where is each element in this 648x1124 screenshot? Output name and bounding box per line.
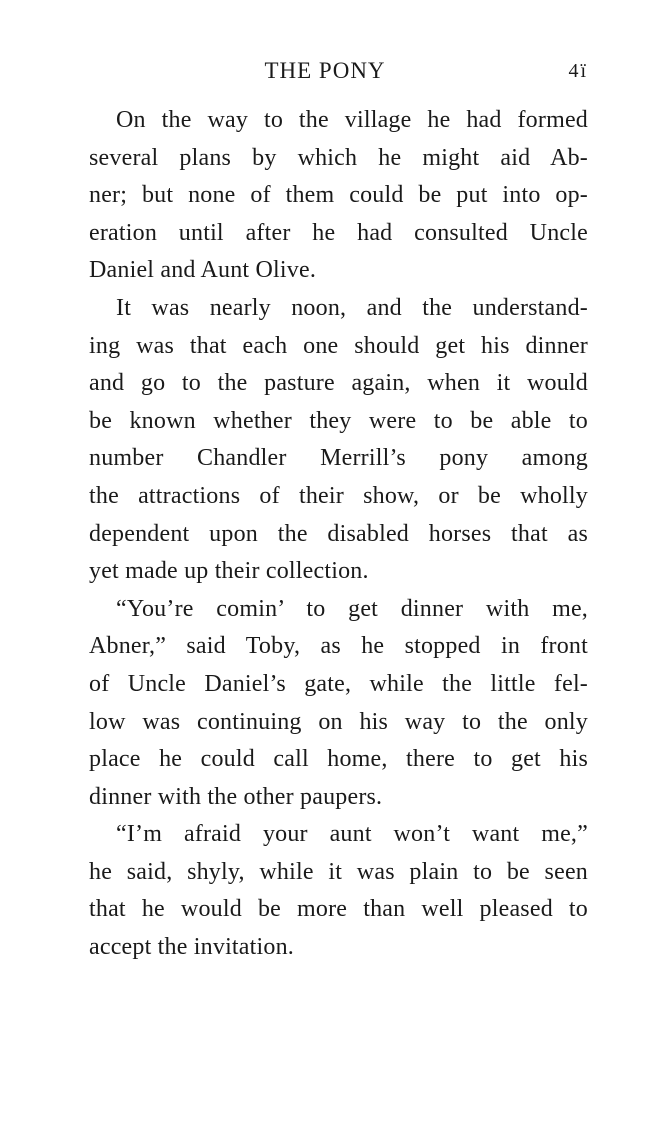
text-line: yet made up their collection. bbox=[89, 558, 369, 585]
text-line: “I’m afraid your aunt won’t want me,” bbox=[116, 821, 588, 848]
paragraph-1 bbox=[62, 102, 588, 290]
text-line: accept the invitation. bbox=[89, 934, 294, 961]
paragraph-4 bbox=[62, 816, 588, 966]
text-line: eration until after he had consulted Uncle bbox=[89, 219, 588, 246]
text-line: dinner with the other paupers. bbox=[89, 783, 383, 810]
paragraph-3 bbox=[62, 591, 588, 817]
text-line: “You’re comin’ to get dinner with me, bbox=[116, 595, 588, 622]
text-line: and go to the pasture again, when it would bbox=[89, 370, 588, 397]
text-line: number Chandler Merrill’s pony among bbox=[89, 445, 588, 472]
text-line: low was continuing on his way to the only bbox=[89, 708, 588, 735]
text-line: dependent upon the disabled horses that as bbox=[89, 520, 588, 547]
text-line: ing was that each one should get his dinner bbox=[89, 332, 588, 359]
text-line: It was nearly noon, and the understand- bbox=[116, 294, 588, 321]
running-head bbox=[62, 56, 588, 86]
text-line: the attractions of their show, or be wholly bbox=[89, 482, 588, 509]
page-number: 4ï bbox=[568, 60, 588, 82]
text-line: Abner,” said Toby, as he stopped in front bbox=[89, 633, 588, 660]
text-line: be known whether they were to be able to bbox=[89, 407, 588, 434]
body-text bbox=[62, 102, 588, 967]
text-line: several plans by which he might aid Ab- bbox=[89, 144, 588, 171]
text-line: ner; but none of them could be put into op- bbox=[89, 182, 588, 209]
text-line: Daniel and Aunt Olive. bbox=[89, 257, 317, 284]
text-line: he said, shyly, while it was plain to be seen bbox=[89, 858, 588, 885]
text-line: that he would be more than well pleased to bbox=[89, 896, 588, 923]
paragraph-2 bbox=[62, 290, 588, 591]
text-line: place he could call home, there to get his bbox=[89, 746, 588, 773]
text-line: of Uncle Daniel’s gate, while the little fel- bbox=[89, 670, 588, 697]
running-title: THE PONY bbox=[264, 58, 386, 83]
text-line: On the way to the village he had formed bbox=[116, 107, 588, 133]
